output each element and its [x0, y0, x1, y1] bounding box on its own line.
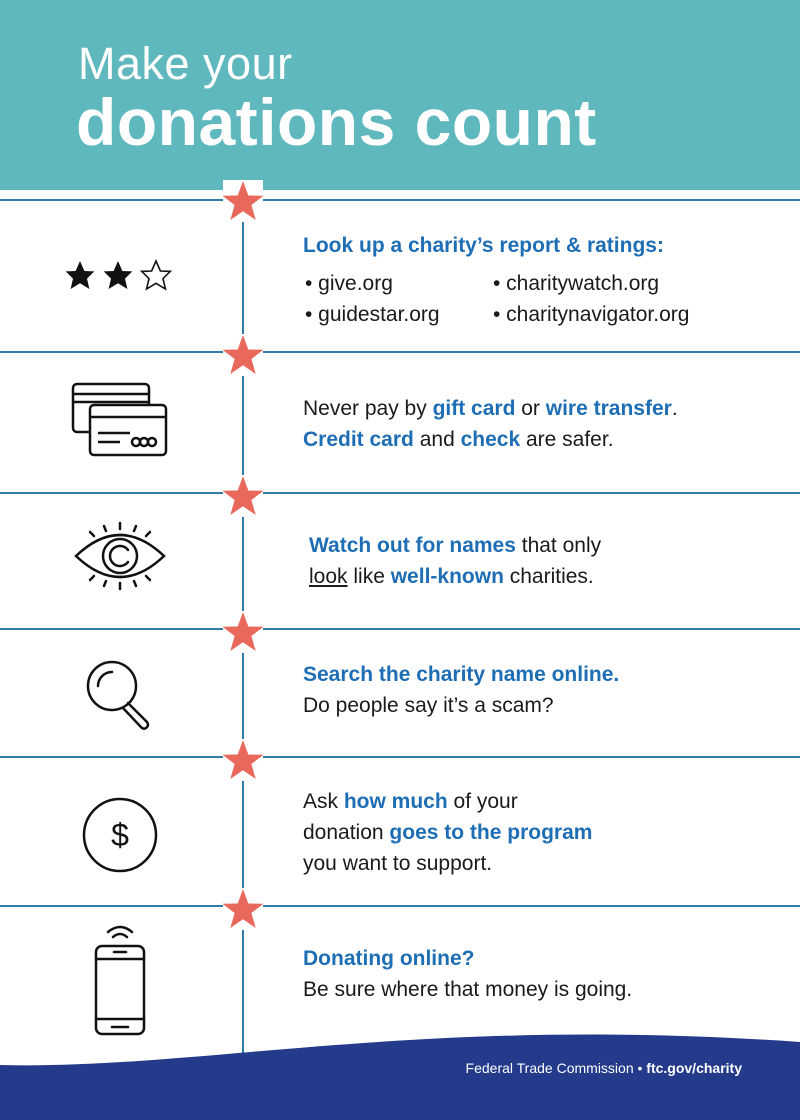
- list-item: • give.org: [305, 272, 393, 295]
- footer-url[interactable]: ftc.gov/charity: [646, 1060, 742, 1076]
- text: of your: [447, 790, 518, 813]
- underlined-text: look: [309, 565, 348, 588]
- timeline-star-icon: [221, 888, 265, 930]
- list-column-1: [305, 268, 440, 330]
- text: Be sure where that money is going.: [303, 978, 633, 1001]
- list-column-2: [493, 268, 689, 330]
- filled-star-icon: [104, 261, 133, 289]
- header-banner: [0, 0, 800, 190]
- text: or: [515, 397, 546, 420]
- list-item: • charitywatch.org: [493, 272, 660, 295]
- section-6-text: [303, 943, 632, 1005]
- text: are safer.: [520, 428, 614, 451]
- divider-5: [0, 756, 800, 758]
- text: Do people say it’s a scam?: [303, 694, 554, 717]
- section-1-heading: [303, 230, 664, 261]
- text: Never pay by: [303, 397, 433, 420]
- title-line-2: donations count: [76, 85, 597, 159]
- text: donation: [303, 821, 390, 844]
- text: you want to support.: [303, 852, 493, 875]
- divider-4: [0, 628, 800, 630]
- star-rating-icon: [62, 256, 178, 294]
- text: Ask: [303, 790, 344, 813]
- highlight: Search the charity name online.: [303, 663, 620, 686]
- highlight: wire transfer: [545, 397, 672, 420]
- eye-icon: [70, 520, 170, 592]
- text: and: [413, 428, 461, 451]
- dollar-coin-icon: [80, 795, 160, 875]
- section-3-text: [309, 530, 601, 592]
- highlight: well-known: [390, 565, 504, 588]
- divider-1: [0, 199, 800, 201]
- filled-star-icon: [66, 261, 95, 289]
- list-item: • guidestar.org: [305, 303, 440, 326]
- ratings-heading: Look up a charity’s report & ratings:: [303, 234, 664, 257]
- footer-separator: •: [633, 1060, 647, 1076]
- timeline-star-icon: [221, 334, 265, 376]
- timeline-star-icon: [221, 739, 265, 781]
- empty-star-icon: [142, 261, 171, 289]
- highlight: how much: [343, 790, 448, 813]
- divider-6: [0, 905, 800, 907]
- highlight: goes to the program: [389, 821, 593, 844]
- highlight: check: [460, 428, 521, 451]
- magnifier-icon: [82, 658, 158, 730]
- title-line-1: Make your: [78, 38, 293, 89]
- rating-star: [66, 261, 171, 289]
- section-5-text: [303, 786, 592, 879]
- footer-credit: [466, 1060, 742, 1076]
- text: like: [347, 565, 391, 588]
- divider-2: [0, 351, 800, 353]
- timeline-star-icon: [221, 475, 265, 517]
- highlight: Credit card: [303, 428, 414, 451]
- svg-text:$: $: [111, 817, 129, 853]
- text: that only: [515, 534, 602, 557]
- footer-agency: Federal Trade Commission: [465, 1060, 634, 1076]
- text: .: [671, 397, 678, 420]
- list-item: • charitynavigator.org: [493, 303, 690, 326]
- highlight: Donating online?: [303, 947, 475, 970]
- timeline-star-icon: [221, 180, 265, 222]
- highlight: gift card: [432, 397, 516, 420]
- divider-3: [0, 492, 800, 494]
- text: charities.: [503, 565, 594, 588]
- section-2-text: [303, 393, 678, 455]
- section-4-text: [303, 659, 619, 721]
- credit-cards-icon: [70, 380, 170, 460]
- highlight: Watch out for names: [309, 534, 516, 557]
- timeline-star-icon: [221, 611, 265, 653]
